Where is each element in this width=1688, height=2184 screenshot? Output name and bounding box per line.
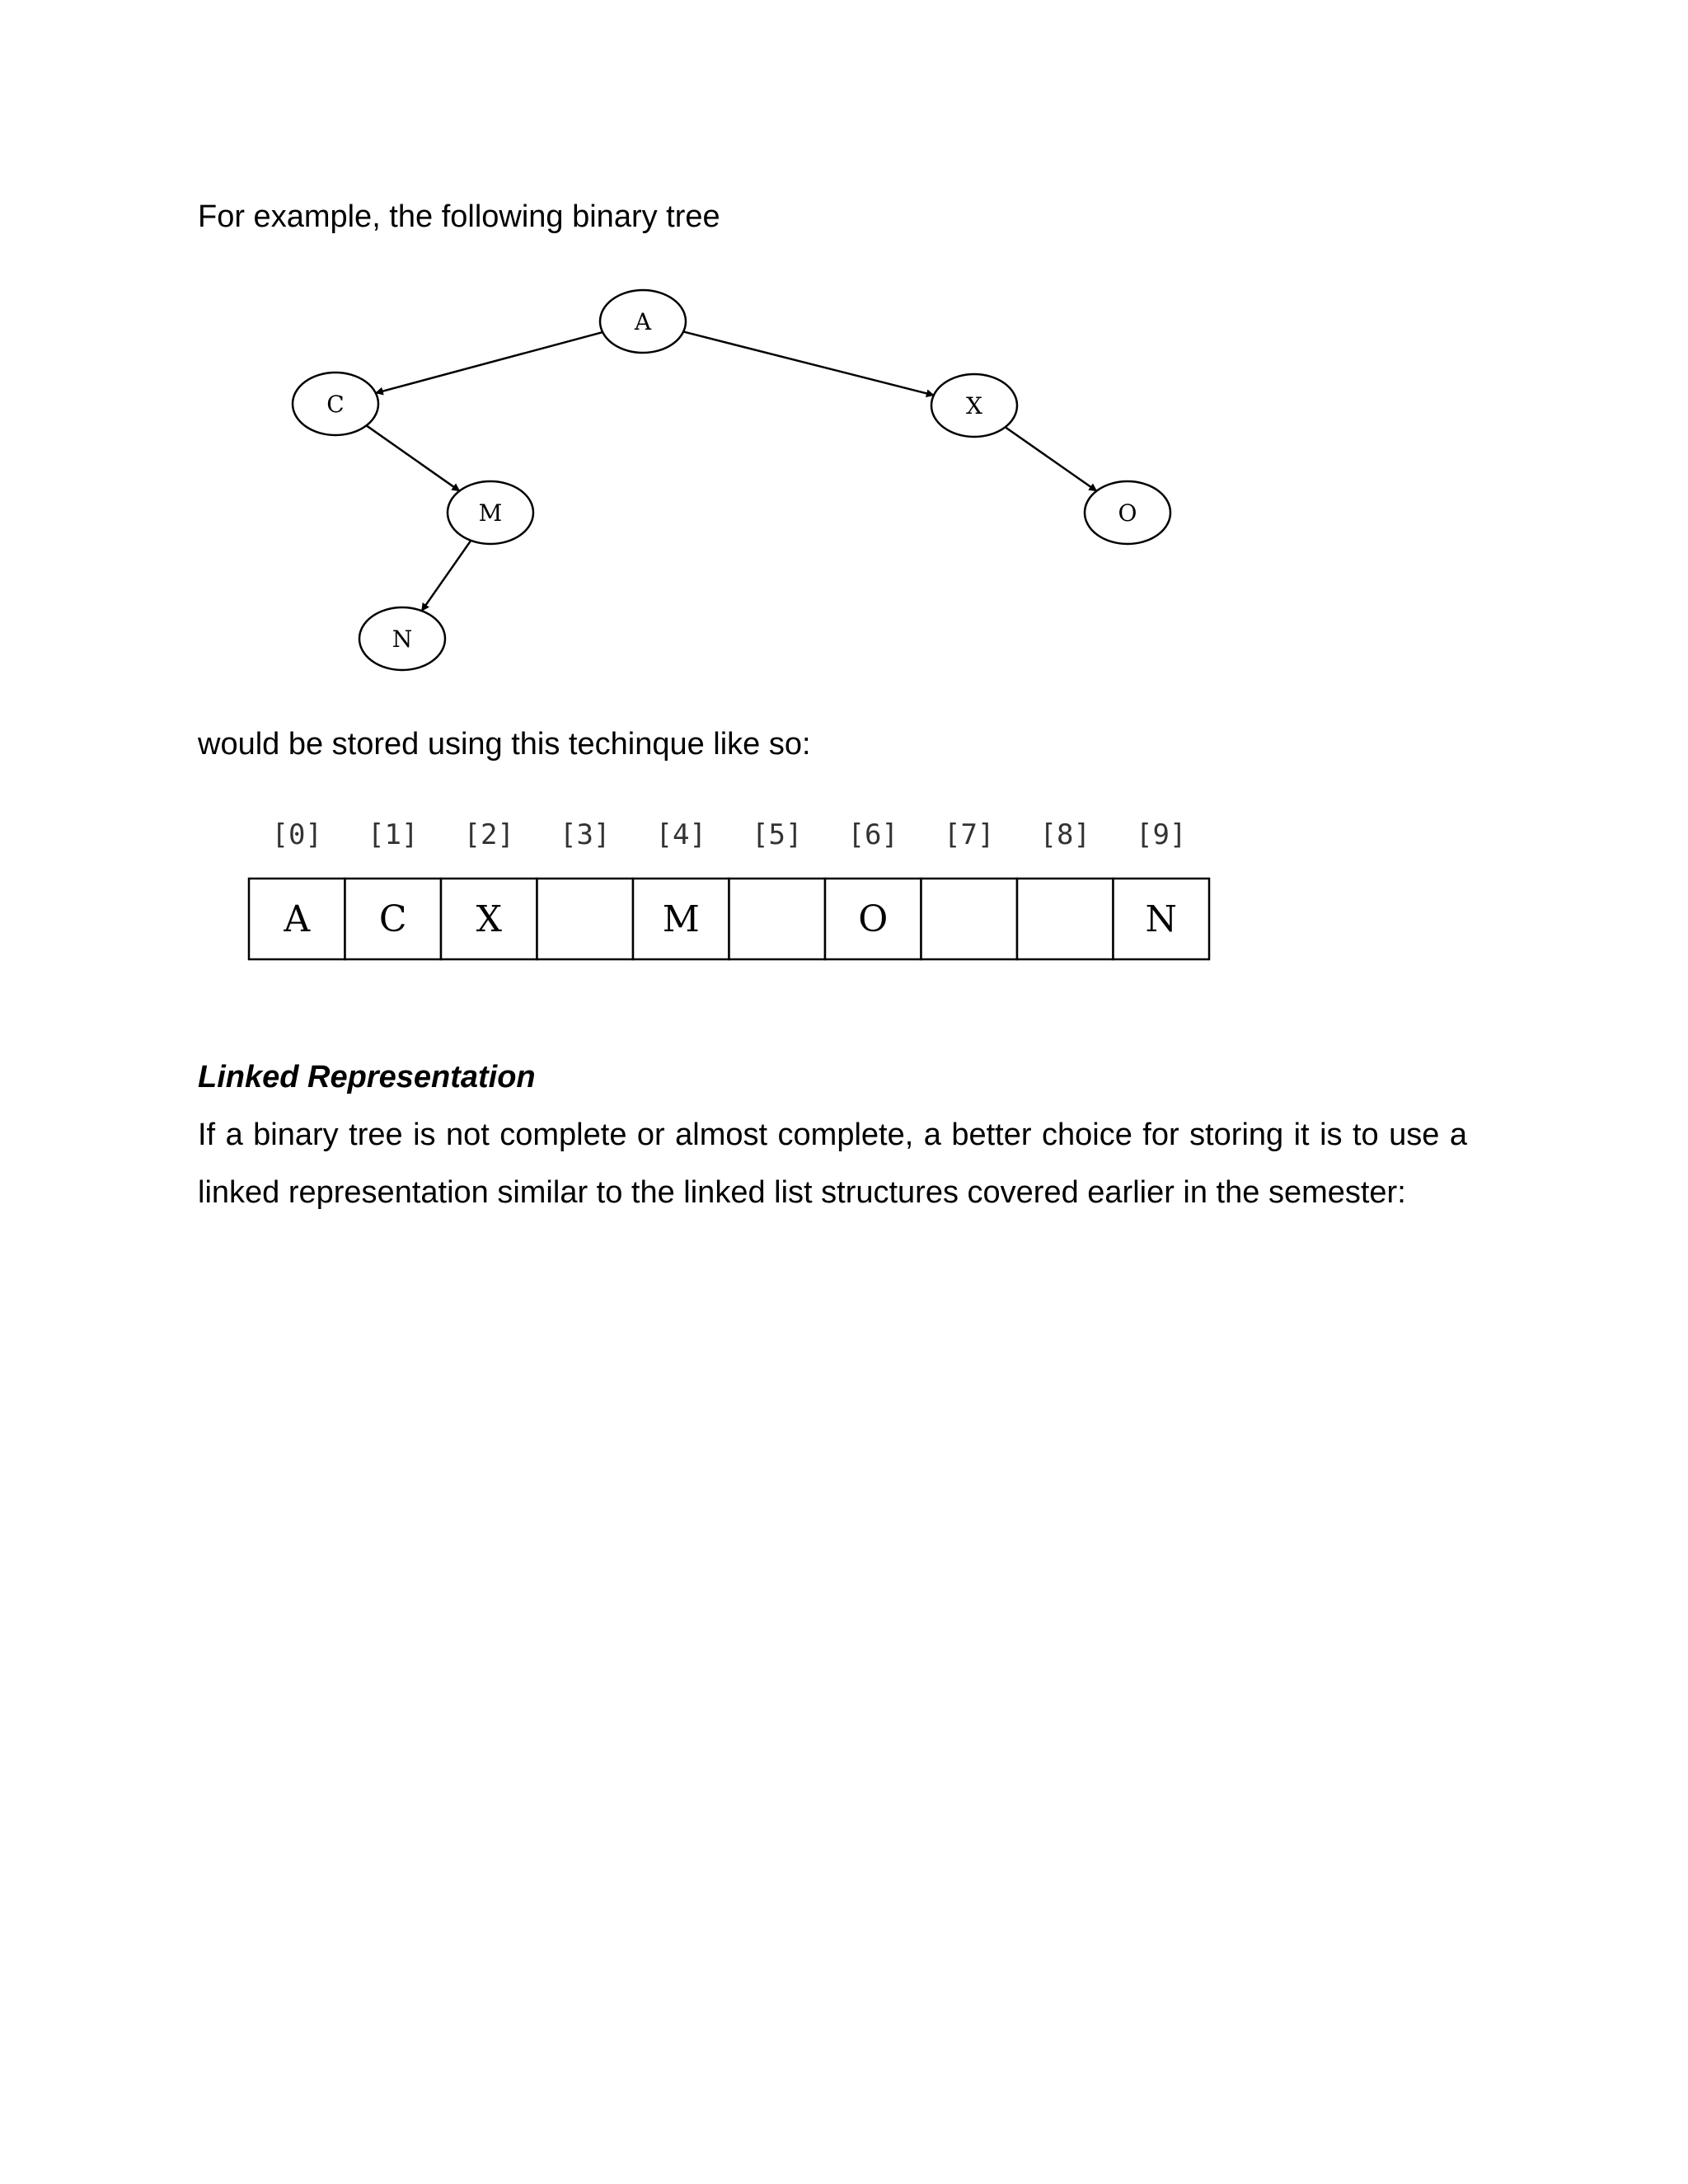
- edge-a-c: [376, 332, 603, 393]
- edge-m-n: [422, 541, 471, 611]
- array-index-label: [4]: [655, 818, 706, 851]
- edge-c-m: [366, 425, 459, 490]
- section-heading: Linked Representation: [198, 1060, 536, 1094]
- array-cell-value: O: [858, 898, 889, 940]
- edge-x-o: [1006, 427, 1097, 490]
- array-cell-value: X: [476, 898, 502, 940]
- array-intro-paragraph: would be stored using this techinque like so:: [198, 727, 811, 762]
- body-paragraph: If a binary tree is not complete or almost complete, a better choice for storing it is to use a linked representation similar to the linked list structures covered earlier in the semester:: [198, 1118, 1467, 1210]
- array-index-label: [1]: [368, 818, 419, 851]
- array-cell-value: A: [284, 898, 311, 940]
- array-cell-value: M: [662, 898, 700, 940]
- tree-node-label: N: [392, 626, 413, 653]
- array-cell: [729, 879, 826, 959]
- tree-node-label: O: [1118, 499, 1137, 527]
- tree-node-label: C: [326, 391, 345, 418]
- tree-node-label: A: [634, 308, 652, 335]
- array-cell-value: N: [1145, 898, 1177, 940]
- edge-a-x: [683, 331, 934, 395]
- tree-node-label: M: [478, 499, 503, 527]
- array-cell: [921, 879, 1018, 959]
- array-index-label: [2]: [463, 818, 514, 851]
- array-index-label: [5]: [752, 818, 803, 851]
- tree-node-o: [1085, 481, 1170, 544]
- array-cell-value: C: [378, 898, 407, 940]
- tree-node-label: X: [966, 392, 982, 419]
- binary-tree-diagram: [0, 0, 1688, 989]
- array-index-label: [9]: [1136, 818, 1187, 851]
- tree-node-n: [359, 607, 445, 670]
- array-cell: [1017, 879, 1114, 959]
- tree-node-c: [293, 373, 378, 435]
- array-index-label: [0]: [271, 818, 322, 851]
- tree-node-a: [600, 290, 686, 353]
- array-index-label: [6]: [847, 818, 898, 851]
- array-index-label: [8]: [1039, 818, 1090, 851]
- tree-node-m: [448, 481, 533, 544]
- array-cell: [537, 879, 634, 959]
- tree-node-x: [931, 374, 1017, 437]
- array-index-label: [7]: [944, 818, 995, 851]
- array-index-label: [3]: [560, 818, 611, 851]
- intro-paragraph: For example, the following binary tree: [198, 199, 720, 234]
